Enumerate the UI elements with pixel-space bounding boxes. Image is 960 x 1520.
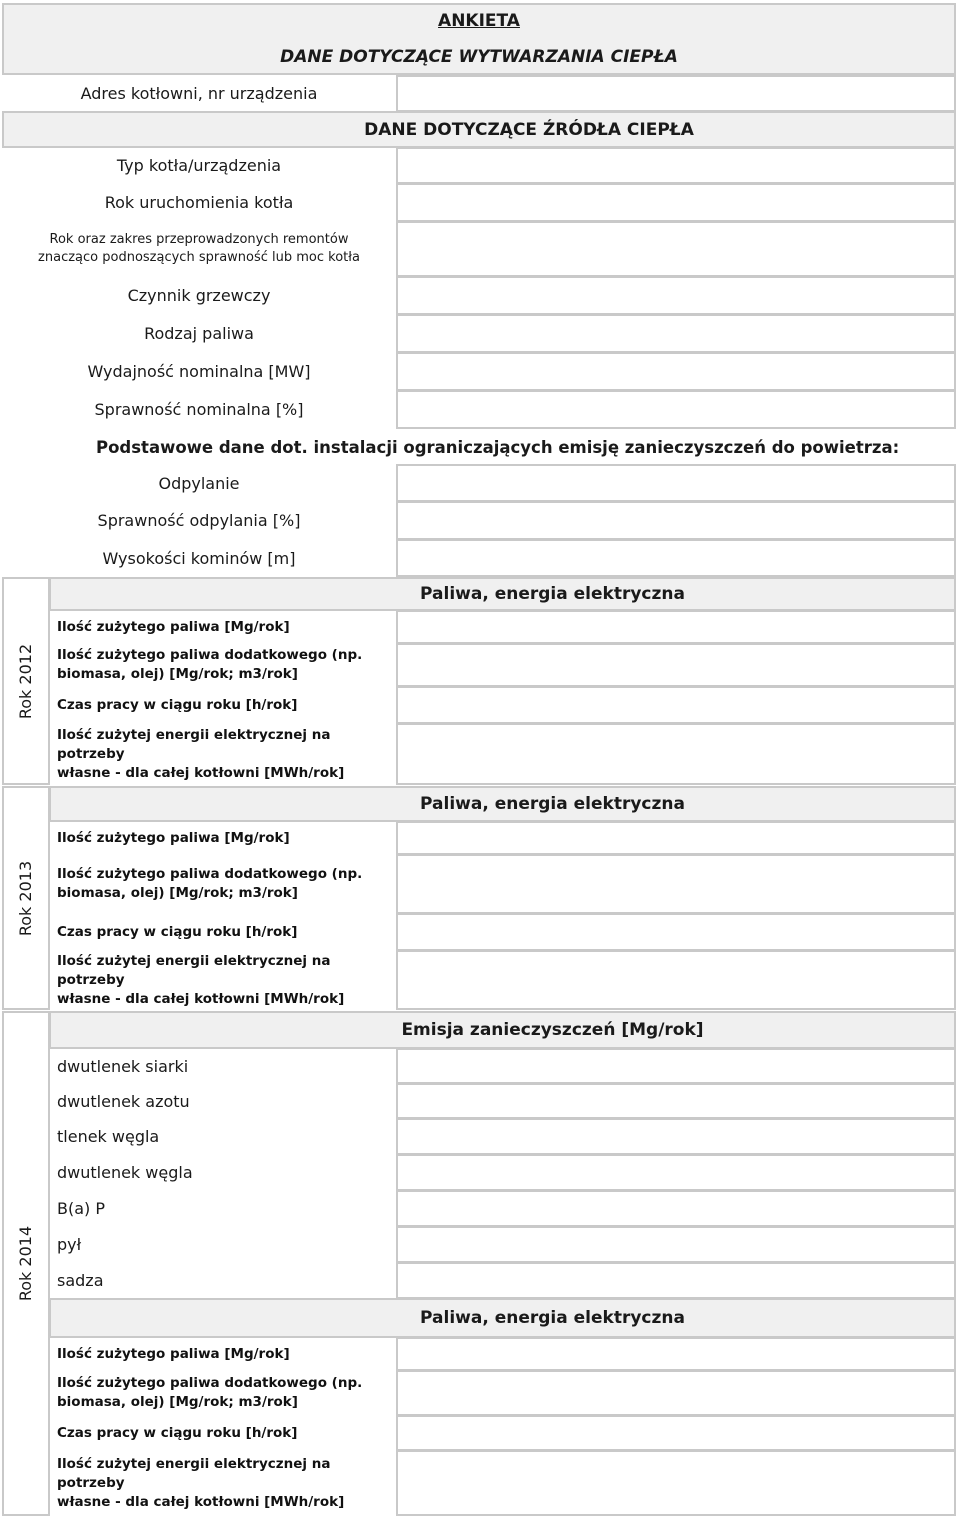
pollutant-co2-input[interactable] (396, 1154, 956, 1191)
electricity-2014-input[interactable] (396, 1450, 956, 1516)
work-time-2014-input[interactable] (396, 1415, 956, 1451)
fuel-used-2013-label: Ilość zużytego paliwa [Mg/rok] (57, 829, 290, 846)
survey-subtitle: DANE DOTYCZĄCE WYTWARZANIA CIEPŁA (280, 47, 678, 67)
emission-installations-title: Podstawowe dane dot. instalacji ograniczających emisję zanieczyszczeń do powietrza: (96, 437, 900, 457)
address-input[interactable] (396, 75, 956, 112)
pollutant-co-label: tlenek węgla (57, 1127, 160, 1146)
fuel-used-2014-input[interactable] (396, 1337, 956, 1371)
extra-fuel-2014-label (49, 1370, 396, 1416)
fuel-used-2013-input[interactable] (396, 821, 956, 855)
repairs-label: Rok oraz zakres przeprowadzonych remontów znacząco podnoszących sprawność lub moc kotła (38, 232, 360, 265)
fuel-used-2014-label: Ilość zużytego paliwa [Mg/rok] (57, 1345, 290, 1362)
work-time-2012-input[interactable] (396, 686, 956, 724)
extra-fuel-2013-line1: Ilość zużytego paliwa dodatkowego (np. (57, 866, 363, 882)
year-2013-label: Rok 2013 (16, 860, 36, 936)
electricity-2013-line2: własne - dla całej kotłowni [MWh/rok] (57, 990, 345, 1007)
work-time-2014-label: Czas pracy w ciągu roku [h/rok] (57, 1424, 298, 1441)
year-2012-cell (2, 577, 50, 785)
extra-fuel-2013-line2: biomasa, olej) [Mg/rok; m3/rok] (57, 885, 298, 901)
repairs-input[interactable] (396, 221, 956, 277)
electricity-2012-label (49, 723, 396, 785)
electricity-2013-label (49, 950, 396, 1010)
year-2013-cell (2, 786, 50, 1010)
address-label: Adres kotłowni, nr urządzenia (80, 84, 318, 103)
pollutant-so2-label: dwutlenek siarki (57, 1056, 189, 1076)
commission-year-input[interactable] (396, 183, 956, 222)
electricity-2013-line1: Ilość zużytej energii elektrycznej na potrzeby (57, 952, 331, 988)
year-2014-label: Rok 2014 (16, 1225, 36, 1302)
year-2012-label: Rok 2012 (16, 643, 36, 719)
fuel-heading-2014-text: Paliwa, energia elektryczna (420, 1308, 685, 1328)
pollutant-co-input[interactable] (396, 1118, 956, 1155)
pollutant-soot-label: sadza (57, 1271, 104, 1290)
fuel-heading-2012-text: Paliwa, energia elektryczna (420, 584, 685, 604)
electricity-2013-input[interactable] (396, 950, 956, 1010)
fuel-used-2012-label: Ilość zużytego paliwa [Mg/rok] (57, 618, 290, 635)
dedusting-input[interactable] (396, 464, 956, 502)
pollutant-no2-input[interactable] (396, 1083, 956, 1119)
extra-fuel-2012-line2: biomasa, olej) [Mg/rok; m3/rok] (57, 666, 298, 682)
extra-fuel-2012-input[interactable] (396, 643, 956, 687)
pollutant-co2-label: dwutlenek węgla (57, 1163, 193, 1182)
extra-fuel-2013-input[interactable] (396, 854, 956, 914)
dedusting-efficiency-label: Sprawność odpylania [%] (97, 511, 301, 530)
pollutant-dust-input[interactable] (396, 1226, 956, 1263)
pollutant-soot-input[interactable] (396, 1262, 956, 1299)
electricity-2014-line1: Ilość zużytej energii elektrycznej na potrzeby (57, 1455, 331, 1491)
survey-title: ANKIETA (438, 11, 520, 31)
extra-fuel-2012-line1: Ilość zużytego paliwa dodatkowego (np. (57, 647, 363, 663)
dedusting-efficiency-input[interactable] (396, 501, 956, 540)
electricity-2014-line2: własne - dla całej kotłowni [MWh/rok] (57, 1493, 345, 1510)
boiler-type-label: Typ kotła/urządzenia (116, 156, 282, 175)
work-time-2012-label: Czas pracy w ciągu roku [h/rok] (57, 696, 298, 713)
pollutant-so2-input[interactable] (396, 1048, 956, 1084)
work-time-2013-input[interactable] (396, 913, 956, 951)
medium-label: Czynnik grzewczy (127, 286, 271, 305)
heat-source-title: DANE DOTYCZĄCE ŹRÓDŁA CIEPŁA (364, 119, 694, 140)
chimney-heights-label: Wysokości kominów [m] (102, 548, 296, 568)
electricity-2012-line2: własne - dla całej kotłowni [MWh/rok] (57, 764, 345, 781)
extra-fuel-2013-label (49, 854, 396, 914)
nominal-output-label: Wydajność nominalna [MW] (87, 362, 311, 381)
electricity-2014-label (49, 1450, 396, 1516)
extra-fuel-2014-line1: Ilość zużytego paliwa dodatkowego (np. (57, 1375, 363, 1391)
medium-input[interactable] (396, 276, 956, 315)
pollutant-bap-input[interactable] (396, 1190, 956, 1227)
fuel-type-input[interactable] (396, 314, 956, 353)
year-2014-cell (2, 1011, 50, 1516)
nominal-output-input[interactable] (396, 352, 956, 391)
fuel-heading-2013-text: Paliwa, energia elektryczna (420, 794, 685, 814)
pollutant-no2-label: dwutlenek azotu (57, 1091, 190, 1111)
electricity-2012-input[interactable] (396, 723, 956, 785)
boiler-type-input[interactable] (396, 147, 956, 184)
extra-fuel-2014-input[interactable] (396, 1370, 956, 1416)
chimney-heights-input[interactable] (396, 539, 956, 577)
extra-fuel-2012-label (49, 643, 396, 687)
nominal-efficiency-input[interactable] (396, 390, 956, 429)
dedusting-label: Odpylanie (158, 473, 240, 493)
nominal-efficiency-label: Sprawność nominalna [%] (94, 400, 304, 419)
fuel-used-2012-input[interactable] (396, 610, 956, 644)
pollutant-dust-label: pył (57, 1235, 82, 1254)
pollutant-bap-label: B(a) P (57, 1199, 105, 1218)
commission-year-label: Rok uruchomienia kotła (104, 193, 294, 212)
work-time-2013-label: Czas pracy w ciągu roku [h/rok] (57, 923, 298, 940)
pollution-heading-text: Emisja zanieczyszczeń [Mg/rok] (401, 1020, 704, 1040)
electricity-2012-line1: Ilość zużytej energii elektrycznej na potrzeby (57, 726, 331, 762)
fuel-type-label: Rodzaj paliwa (144, 324, 254, 343)
extra-fuel-2014-line2: biomasa, olej) [Mg/rok; m3/rok] (57, 1394, 298, 1410)
